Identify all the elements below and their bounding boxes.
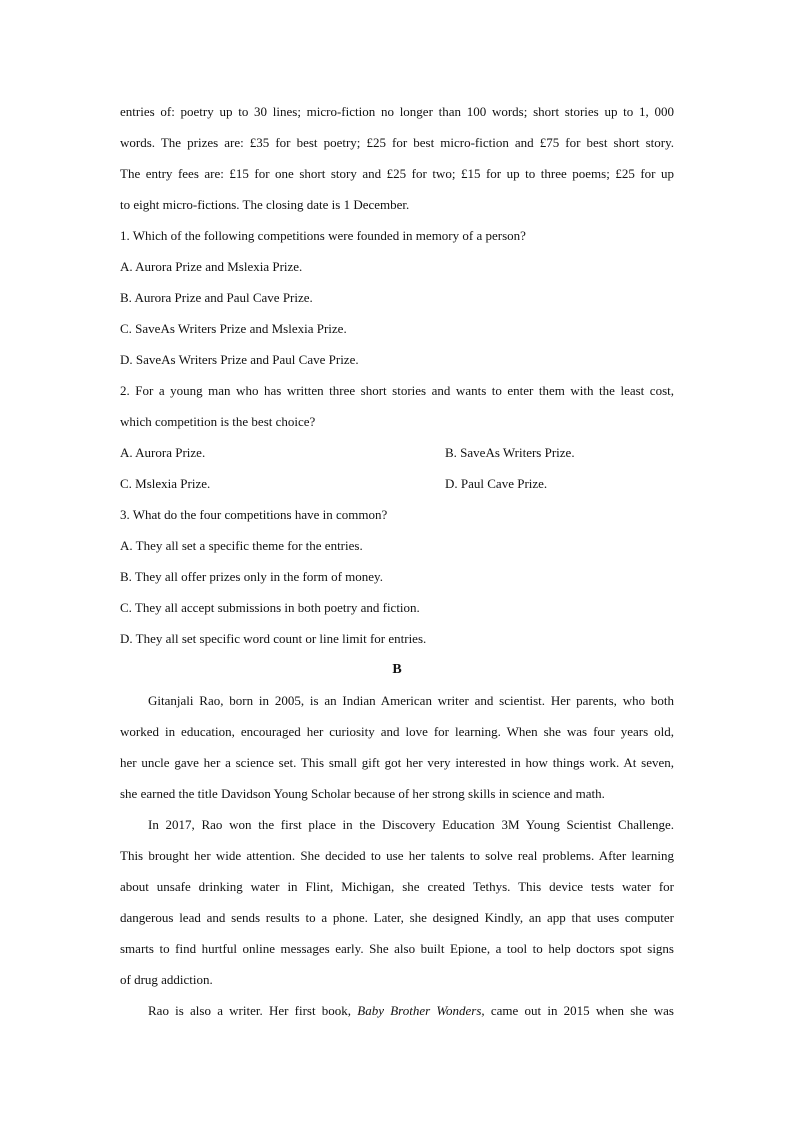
section-b-para1-line: she earned the title Davidson Young Scholar because of her strong skills in science and math. <box>120 786 605 801</box>
para3-text-after: came out in 2015 when she was <box>484 1003 674 1018</box>
question-3-option-c: C. They all accept submissions in both poetry and fiction. <box>120 600 420 615</box>
passage-a-line: words. The prizes are: £35 for best poetry; £25 for best micro-fiction and £75 for best short story. <box>120 135 674 150</box>
section-b-para1-line: her uncle gave her a science set. This small gift got her very interested in how things work. At seven, <box>120 755 674 770</box>
section-b-para2-line: of drug addiction. <box>120 972 213 987</box>
question-3-option-a: A. They all set a specific theme for the entries. <box>120 538 363 553</box>
section-b-para2-line: In 2017, Rao won the first place in the Discovery Education 3M Young Scientist Challenge. <box>148 817 674 832</box>
section-b-para2-line: smarts to find hurtful online messages early. She also built Epione, a tool to help doctors spot signs <box>120 941 674 956</box>
passage-a-line: The entry fees are: £15 for one short story and £25 for two; £15 for up to three poems; £25 for up <box>120 166 674 181</box>
question-2-options-row <box>120 468 674 499</box>
para3-text-before: Rao is also a writer. Her first book, <box>148 1003 358 1018</box>
section-b-para2-line: dangerous lead and sends results to a phone. Later, she designed Kindly, an app that uses computer <box>120 910 674 925</box>
question-2-stem: 2. For a young man who has written three short stories and wants to enter them with the least cost, <box>120 383 674 398</box>
section-b-para2-line: This brought her wide attention. She decided to use her talents to solve real problems. After learning <box>120 848 674 863</box>
question-3-stem: 3. What do the four competitions have in common? <box>120 507 388 522</box>
section-b-heading: B <box>392 662 402 677</box>
question-1-option-a: A. Aurora Prize and Mslexia Prize. <box>120 259 303 274</box>
passage-a-line: entries of: poetry up to 30 lines; micro-fiction no longer than 100 words; short stories up to 1, 000 <box>120 104 674 119</box>
section-b-para1-line: Gitanjali Rao, born in 2005, is an Indian American writer and scientist. Her parents, who both <box>148 693 674 708</box>
question-2-option-c: C. Mslexia Prize. <box>120 476 211 491</box>
passage-a-line: to eight micro-fictions. The closing date is 1 December. <box>120 197 410 212</box>
question-2-options-row <box>120 437 674 468</box>
question-1-stem: 1. Which of the following competitions were founded in memory of a person? <box>120 228 526 243</box>
question-1-option-b: B. Aurora Prize and Paul Cave Prize. <box>120 290 313 305</box>
question-2-option-b: B. SaveAs Writers Prize. <box>445 445 575 460</box>
question-3-option-d: D. They all set specific word count or line limit for entries. <box>120 631 427 646</box>
question-3-option-b: B. They all offer prizes only in the form of money. <box>120 569 383 584</box>
section-b-para2-line: about unsafe drinking water in Flint, Michigan, she created Tethys. This device tests water for <box>120 879 674 894</box>
question-1-option-d: D. SaveAs Writers Prize and Paul Cave Prize. <box>120 352 359 367</box>
question-2-option-d: D. Paul Cave Prize. <box>445 476 548 491</box>
question-1-option-c: C. SaveAs Writers Prize and Mslexia Prize. <box>120 321 347 336</box>
question-2-stem-cont: which competition is the best choice? <box>120 414 316 429</box>
section-b-para1-line: worked in education, encouraged her curiosity and love for learning. When she was four years old, <box>120 724 674 739</box>
book-title: Baby Brother Wonders, <box>357 1003 485 1018</box>
section-b-para3-line <box>120 995 674 1026</box>
question-2-option-a: A. Aurora Prize. <box>120 445 206 460</box>
document-page <box>120 96 674 1026</box>
